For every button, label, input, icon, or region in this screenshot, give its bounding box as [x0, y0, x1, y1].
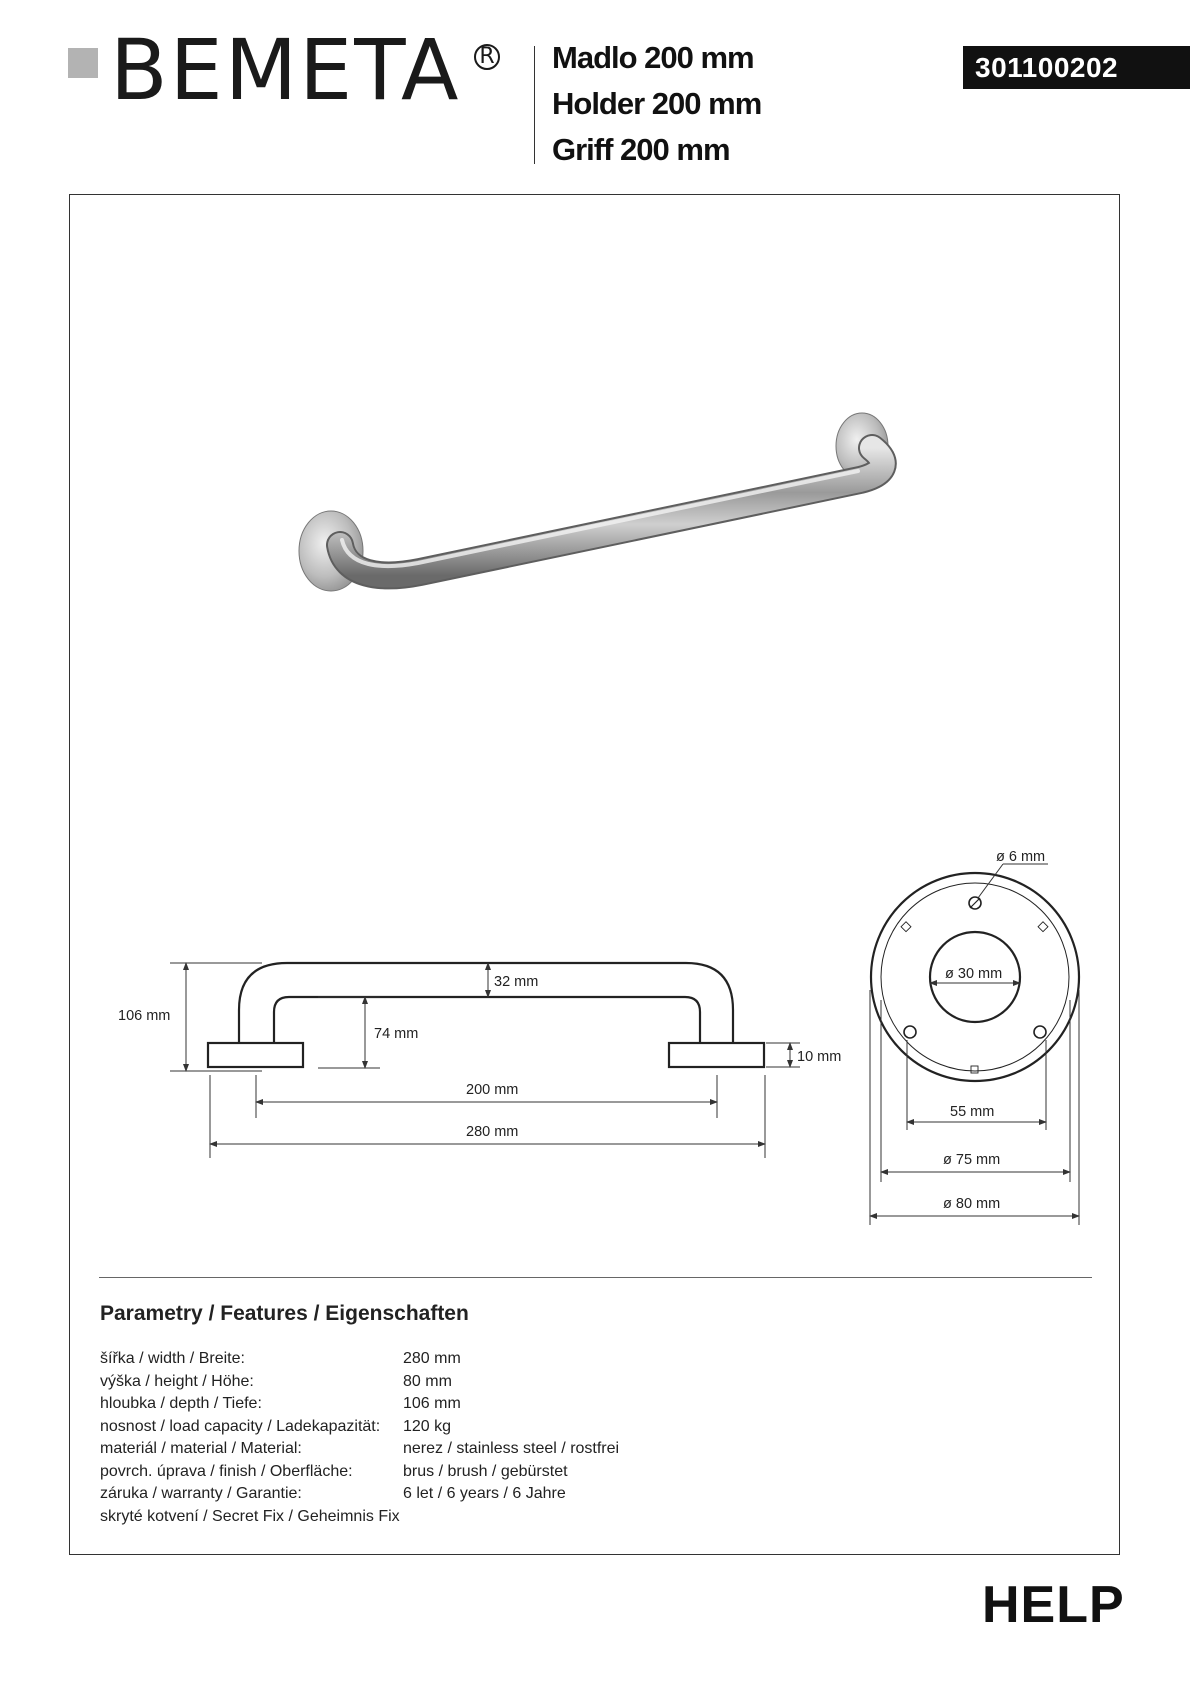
- features-divider: [99, 1277, 1092, 1278]
- spec-label: výška / height / Höhe:: [100, 1372, 254, 1390]
- fixing-hole-label: ø 6 mm: [996, 849, 1046, 865]
- spec-value: nerez / stainless steel / rostfrei: [403, 1440, 620, 1457]
- inner-circle-label: ø 30 mm: [945, 966, 1003, 982]
- inner-height-label: 74 mm: [374, 1026, 419, 1042]
- base-thickness-label: 10 mm: [797, 1049, 842, 1065]
- side-view-drawing: [208, 963, 764, 1067]
- series-name: HELP: [982, 1576, 1125, 1634]
- hole-spacing-label: 55 mm: [950, 1104, 995, 1120]
- center-distance-label: 200 mm: [466, 1082, 519, 1098]
- product-title-de: Griff 200 mm: [552, 132, 730, 167]
- flange-inner-diameter-label: ø 75 mm: [943, 1152, 1001, 1168]
- brand-logo: BEMETA: [110, 21, 461, 119]
- spec-label: šířka / width / Breite:: [100, 1350, 245, 1367]
- product-title-cz: Madlo 200 mm: [552, 40, 754, 75]
- registered-mark-icon: R: [474, 44, 500, 70]
- product-photo: [299, 413, 888, 591]
- bar-dimension-label: 32 mm: [494, 974, 539, 990]
- spec-value: 280 mm: [403, 1350, 461, 1367]
- flange-outer-diameter-label: ø 80 mm: [943, 1196, 1001, 1212]
- spec-label: hloubka / depth / Tiefe:: [100, 1395, 262, 1412]
- spec-value: 80 mm: [403, 1372, 452, 1390]
- spec-value: brus / brush / gebürstet: [403, 1462, 568, 1480]
- spec-label: materiál / material / Material:: [100, 1440, 302, 1457]
- product-title-en: Holder 200 mm: [552, 86, 762, 121]
- depth-dimension-label: 106 mm: [118, 1008, 171, 1024]
- total-width-label: 280 mm: [466, 1124, 519, 1140]
- spec-value: 120 kg: [403, 1417, 452, 1435]
- spec-label: nosnost / load capacity / Ladekapazität:: [100, 1417, 381, 1435]
- spec-label: skryté kotvení / Secret Fix / Geheimnis Fix: [100, 1507, 400, 1525]
- spec-value: 106 mm: [403, 1395, 461, 1412]
- features-title: Parametry / Features / Eigenschaften: [100, 1302, 469, 1325]
- spec-value: 6 let / 6 years / 6 Jahre: [403, 1485, 566, 1502]
- spec-label: záruka / warranty / Garantie:: [100, 1485, 302, 1502]
- spec-label: povrch. úprava / finish / Oberfläche:: [100, 1462, 353, 1480]
- product-code: 301100202: [963, 46, 1190, 89]
